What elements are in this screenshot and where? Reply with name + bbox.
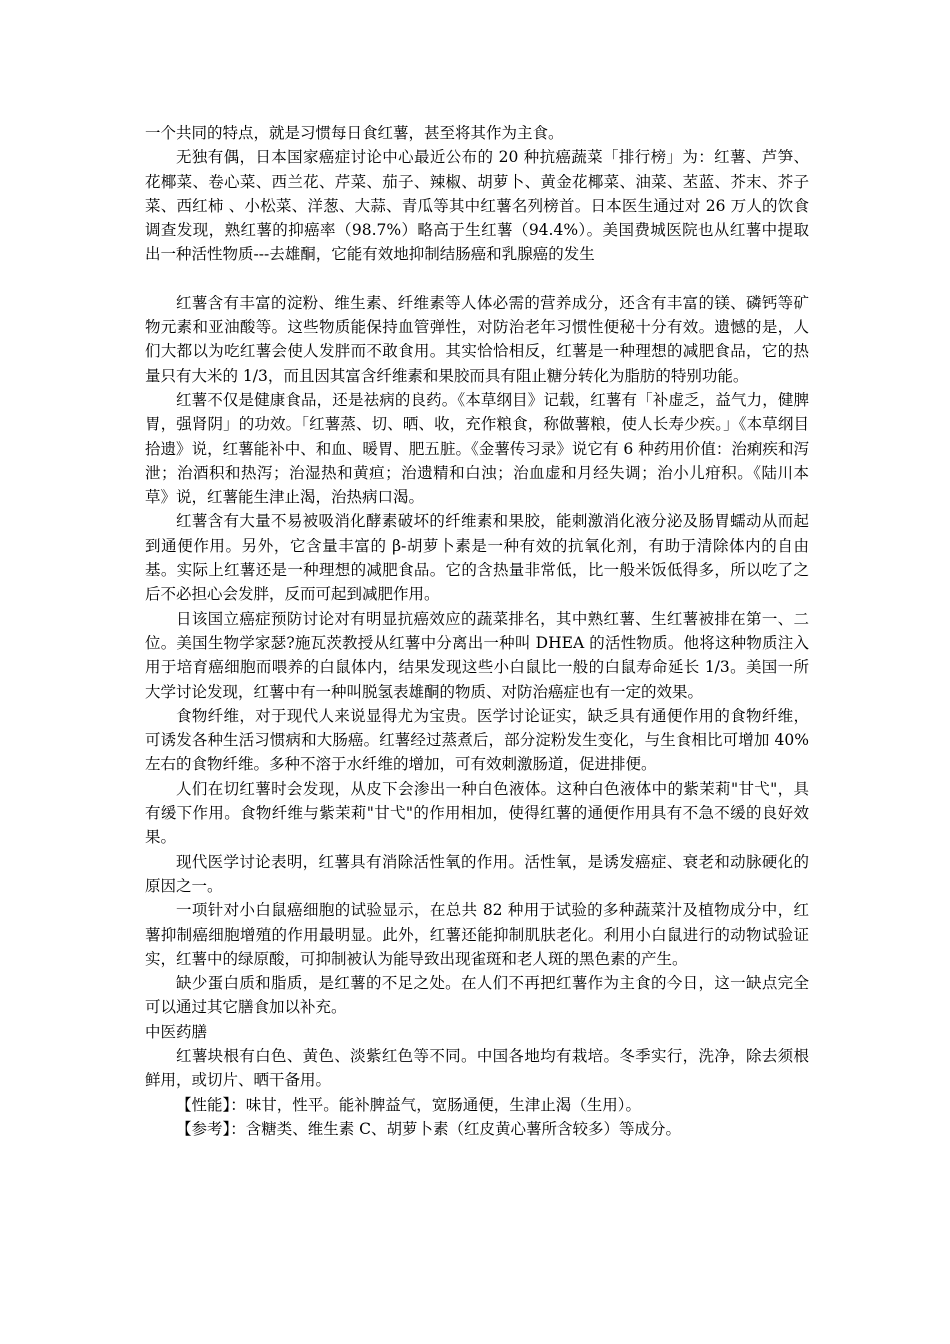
paragraph-active-oxygen: 现代医学讨论表明，红薯具有消除活性氧的作用。活性氧，是诱发癌症、衰老和动脉硬化的原因之一。	[145, 852, 809, 895]
paragraph-properties: 【性能】：味甘，性平。能补脾益气，宽肠通便，生津止渴（生用）。	[176, 1095, 642, 1114]
paragraph-medicinal-value: 红薯不仅是健康食品，还是祛病的良药。《本草纲目》记载，红薯有「补虚乏，益气力，健脾胃，强肾阴」的功效。「红薯蒸、切、晒、收，充作粮食，称做薯粮，使人长寿少疾。」《本草纲目拾遗》说，红薯能补中、和血、暖胃、肥五脏。《金薯传习录》说它有 6 种药用价值：治痢疾和泻泄；治酒积和热泻；治湿热和黄疸；治遗精和白浊；治血虚和月经失调；治小儿疳积。《陆川本草》说，红薯能生津止渴，治热病口渴。	[145, 390, 809, 507]
paragraph-fiber-pectin: 红薯含有大量不易被吸消化酵素破坏的纤维素和果胶，能刺激消化液分泌及肠胃蠕动从而起到通便作用。另外，它含量丰富的 β-胡萝卜素是一种有效的抗氧化剂，有助于清除体内的自由基。实际上红薯还是一种理想的减肥食品。它的含热量非常低，比一般米饭低得多，所以吃了之后不必担心会发胖，反而可起到减肥作用。	[145, 512, 809, 604]
section-heading: 中医药膳	[145, 1022, 208, 1041]
paragraph-cancer-research: 日该国立癌症预防讨论对有明显抗癌效应的蔬菜排名，其中熟红薯、生红薯被排在第一、二位。美国生物学家瑟?施瓦茨教授从红薯中分离出一种叫 DHEA 的活性物质。他将这种物质注入用于培育癌细胞而喂养的白鼠体内，结果发现这些小白鼠比一般的白鼠寿命延长 1/3。美国一所大学讨论发现，红薯中有一种叫脱氢表雄酮的物质、对防治癌症也有一定的效果。	[145, 609, 809, 701]
document-page	[145, 121, 809, 1141]
paragraph-reference: 【参考】：含糖类、维生素 C、胡萝卜素（红皮黄心薯所含较多）等成分。	[176, 1119, 682, 1138]
paragraph-shortcoming: 缺少蛋白质和脂质，是红薯的不足之处。在人们不再把红薯作为主食的今日，这一缺点完全可以通过其它膳食加以补充。	[145, 974, 809, 1017]
paragraph-nutrition: 红薯含有丰富的淀粉、维生素、纤维素等人体必需的营养成分，还含有丰富的镁、磷钙等矿物元素和亚油酸等。这些物质能保持血管弹性，对防治老年习惯性便秘十分有效。遗憾的是，人们大都以为吃红薯会使人发胖而不敢食用。其实恰恰相反，红薯是一种理想的减肥食品，它的热量只有大米的 1/3，而且因其富含纤维素和果胶而具有阻止糖分转化为脂肪的特别功能。	[145, 293, 809, 385]
paragraph-spacer	[145, 267, 809, 291]
paragraph-white-liquid: 人们在切红薯时会发现，从皮下会渗出一种白色液体。这种白色液体中的紫茉莉"甘弋"，具有缓下作用。食物纤维与紫茉莉"甘弋"的作用相加，使得红薯的通便作用具有不急不缓的良好效果。	[145, 779, 809, 847]
paragraph-dietary-fiber: 食物纤维，对于现代人来说显得尤为宝贵。医学讨论证实，缺乏具有通便作用的食物纤维，可诱发各种生活习惯病和大肠癌。红薯经过蒸煮后，部分淀粉发生变化，与生食相比可增加 40%左右的食物纤维。多种不溶于水纤维的增加，可有效刺激肠道，促进排便。	[145, 706, 809, 774]
paragraph-anticancer-ranking: 无独有偶，日本国家癌症讨论中心最近公布的 20 种抗癌蔬菜「排行榜」为：红薯、芦笋、花椰菜、卷心菜、西兰花、芹菜、茄子、辣椒、胡萝卜、黄金花椰菜、油菜、苤蓝、芥末、芥子菜、西红柿 、小松菜、洋葱、大蒜、青瓜等其中红薯名列榜首。日本医生通过对 26 万人的饮食调查发现，熟红薯的抑癌率（98.7%）略高于生红薯（94.4%）。美国费城医院也从红薯中提取出一种活性物质---去雄酮，它能有效地抑制结肠癌和乳腺癌的发生	[145, 148, 809, 264]
paragraph-continuation: 一个共同的特点，就是习惯每日食红薯，甚至将其作为主食。	[145, 124, 564, 142]
paragraph-description: 红薯块根有白色、黄色、淡紫红色等不同。中国各地均有栽培。冬季实行，洗净，除去须根鲜用，或切片、晒干备用。	[145, 1046, 809, 1090]
paragraph-mouse-experiment: 一项针对小白鼠癌细胞的试验显示，在总共 82 种用于试验的多种蔬菜汁及植物成分中，红薯抑制癌细胞增殖的作用最明显。此外，红薯还能抑制肌肤老化。利用小白鼠进行的动物试验证实，红薯中的绿原酸，可抑制被认为能导致出现雀斑和老人斑的黑色素的产生。	[145, 901, 809, 968]
